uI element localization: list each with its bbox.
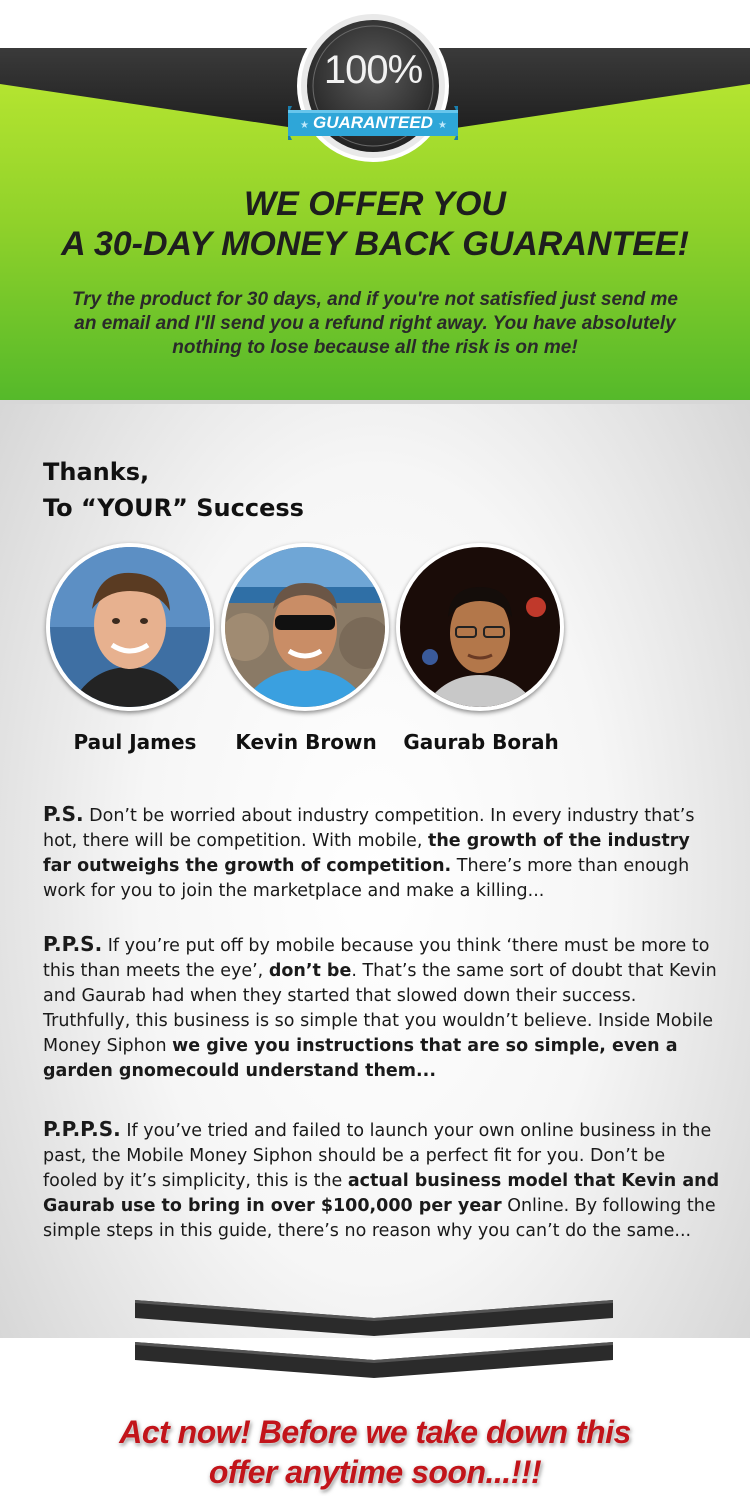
ps-lead: P.P.P.S. xyxy=(43,1117,121,1141)
ps-text: Online. By following the simple steps in this guide, there’s no reason why you can’t do the same... xyxy=(43,1196,716,1241)
avatar-kevin-brown xyxy=(221,543,389,711)
ps-bold: actual business model that Kevin and Gaurab use to bring in over $100,000 per year xyxy=(43,1171,720,1216)
ps-bold: the growth of the industry far outweighs the growth of competition. xyxy=(43,831,690,876)
person-name: Paul James xyxy=(73,730,197,754)
signoff-line-1: Thanks, xyxy=(43,458,150,486)
postscript-1 xyxy=(43,802,723,904)
postscript-2 xyxy=(43,932,723,1084)
down-chevron-icon xyxy=(135,1342,613,1378)
ps-bold: don’t be xyxy=(268,961,352,981)
ps-bold: we give you instructions that are so simple, even a garden gnomecould understand them... xyxy=(43,1036,678,1081)
ps-text: Don’t be worried about industry competition. In every industry that’s hot, there will be competition. With mobile, xyxy=(43,806,695,851)
ps-lead: P.P.S. xyxy=(43,932,103,956)
guarantee-headline xyxy=(0,184,750,264)
avatar-gaurab-borah xyxy=(396,543,564,711)
seal-ribbon-label: GUARANTEED xyxy=(313,113,433,132)
ps-text: If you’re put off by mobile because you think ‘there must be more to this than meets the eye’, xyxy=(43,936,710,981)
ps-text: . That’s the same sort of doubt that Kevin and Gaurab had when they started that slowed down their success. Truthfully, this business is so simple that you wouldn’t believe. Inside Mobile Money Siphon xyxy=(43,961,717,1056)
cta-line-1: Act now! Before we take down this xyxy=(119,1414,631,1450)
avatar-paul-james xyxy=(46,543,214,711)
signoff xyxy=(43,454,543,526)
subhead-line-1: Try the product for 30 days, and if you're not satisfied just send me xyxy=(72,289,678,310)
guarantee-description xyxy=(40,288,710,360)
ps-text: There’s more than enough work for you to join the marketplace and make a killing... xyxy=(43,856,690,901)
person-name: Gaurab Borah xyxy=(403,730,559,754)
headline-line-2: A 30-DAY MONEY BACK GUARANTEE! xyxy=(61,225,689,263)
postscript-3 xyxy=(43,1117,723,1244)
ps-lead: P.S. xyxy=(43,802,84,826)
person-name: Kevin Brown xyxy=(235,730,377,754)
subhead-line-3: nothing to lose because all the risk is on me! xyxy=(172,337,578,358)
call-to-action xyxy=(0,1412,750,1492)
seal-percent: 100% xyxy=(323,48,423,92)
cta-line-2: offer anytime soon...!!! xyxy=(208,1454,542,1490)
subhead-line-2: an email and I'll send you a refund right away. You have absolutely xyxy=(74,313,676,334)
svg-text:★: ★ xyxy=(300,120,309,131)
down-chevron-icon xyxy=(135,1300,613,1336)
svg-text:★: ★ xyxy=(438,120,447,131)
ps-text: If you’ve tried and failed to launch your own online business in the past, the Mobile Money Siphon should be a perfect fit for you. Don’t be fooled by it’s simplicity, this is the xyxy=(43,1121,712,1191)
headline-line-1: WE OFFER YOU xyxy=(244,185,506,223)
signoff-line-2: To “YOUR” Success xyxy=(43,494,304,522)
